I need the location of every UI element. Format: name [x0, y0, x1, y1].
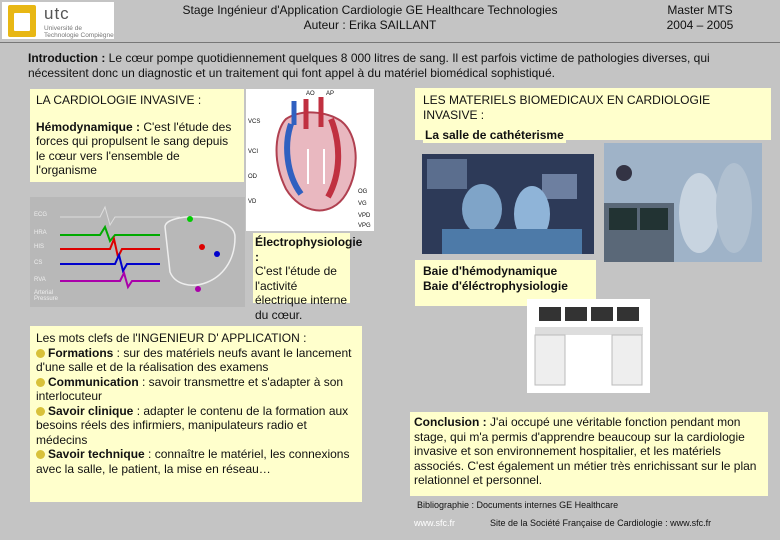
ecg-label: HIS — [34, 244, 45, 250]
ecg-label: ECG — [34, 212, 48, 218]
hemo-text: C'est l'étude des forces qui propulsent le sang depuis le cœur vers l'ensemble de l'organisme — [36, 119, 232, 177]
heart-label: VD — [248, 199, 257, 205]
heart-label: VG — [358, 201, 367, 207]
sfc-reference: Site de la Société Française de Cardiologie : www.sfc.fr — [490, 518, 712, 528]
cath-lab-label: La salle de cathéterisme — [425, 128, 564, 142]
heart-label: VCI — [248, 149, 259, 155]
header-divider — [0, 42, 780, 43]
keyword-label: Communication — [48, 374, 139, 389]
keywords-title: Les mots clefs de l'INGENIEUR D' APPLICATION : — [36, 331, 307, 345]
flower-bullet-icon — [36, 349, 45, 358]
keyword-text: : adapter le contenu de la formation aux besoins réels des infirmiers, manipulateurs radio et médecins — [36, 403, 349, 447]
flower-bullet-icon — [36, 450, 45, 459]
cath-lab-photo-svg — [422, 154, 594, 254]
keyword-item — [36, 447, 356, 476]
keyword-item — [36, 346, 356, 375]
conclusion-box — [410, 412, 768, 496]
flower-bullet-icon — [36, 407, 45, 416]
heart-label: VCS — [248, 119, 261, 125]
heart-label: OG — [358, 189, 368, 195]
intro-text: Le cœur pompe quotidiennement quelques 8 000 litres de sang. Il est parfois victime de pathologies diverses, qui nécessitent donc un diagnostic et un traitement qui font appel à du matériel biomédical sophistiqué. — [28, 51, 710, 80]
ecg-label: Arterial Pressure — [34, 290, 59, 302]
hemodynamics-box — [30, 89, 244, 182]
heart-label: VPD — [358, 213, 371, 219]
utc-logo-mark — [8, 5, 36, 37]
bibliography: Bibliographie : Documents internes GE Healthcare — [417, 500, 619, 510]
keyword-item — [36, 404, 356, 448]
introduction — [28, 51, 758, 81]
logo-subtitle: Université de Technologie Compiègne — [44, 25, 114, 39]
keyword-label: Savoir clinique — [48, 403, 134, 418]
ecg-label: RVA — [34, 277, 46, 283]
cardiology-title: LA CARDIOLOGIE INVASIVE : — [36, 93, 202, 107]
hemo-label: Hémodynamique : — [36, 119, 141, 134]
electro-label: Électrophysiologie : — [255, 235, 363, 264]
ecg-traces-svg — [30, 197, 245, 307]
baie-electro: Baie d'éléctrophysiologie — [423, 278, 568, 293]
heart-label: AP — [326, 91, 335, 97]
title-line-2: Auteur : Erika SAILLANT — [303, 18, 437, 32]
control-room-photo-svg — [604, 143, 762, 262]
materials-title: LES MATERIELS BIOMEDICAUX EN CARDIOLOGIE INVASIVE : — [423, 93, 711, 122]
heart-label: VPG — [358, 223, 371, 229]
hemodynamics-def — [36, 120, 238, 178]
sfc-link[interactable]: www.sfc.fr — [414, 518, 456, 528]
baie-hemo: Baie d'hémodynamique — [423, 264, 558, 278]
control-room-photo — [604, 143, 762, 262]
title-line-1: Stage Ingénieur d'Application Cardiologie GE Healthcare Technologies — [182, 3, 558, 17]
logo-brand: utc — [44, 4, 70, 23]
degree: Master MTS — [667, 3, 733, 17]
degree-info — [640, 3, 760, 33]
heart-label: OD — [248, 174, 257, 180]
ecg-label: HRA — [34, 230, 47, 236]
keyword-item — [36, 375, 356, 404]
utc-logo — [2, 2, 114, 39]
keyword-label: Formations — [48, 345, 114, 360]
electro-text: C'est l'étude de l'activité électrique interne du cœur. — [255, 264, 348, 322]
poster-title — [170, 3, 570, 33]
intro-label: Introduction : — [28, 51, 106, 65]
keyword-label: Savoir technique — [48, 447, 145, 461]
electrophysiology-tracings — [30, 197, 245, 307]
electrophysiology-box — [253, 233, 363, 322]
keyword-text: : savoir transmettre et s'adapter à son interlocuteur — [36, 374, 344, 403]
heart-diagram-svg — [246, 89, 374, 231]
equipment-photo-svg — [527, 299, 650, 393]
conclusion-text: J'ai occupé une véritable fonction pendant mon stage, qui m'a permis d'apprendre beaucoup sur la cardiologie invasive et son environnement hospitalier, et les matériels associés. C'est également un métier très enrichissant sur le plan relationnel et personnel. — [414, 415, 757, 487]
equipment-photo — [527, 299, 650, 393]
keyword-text: : connaître le matériel, les connexions avec la salle, le patient, la mise en réseau… — [36, 447, 350, 476]
keywords-box — [30, 326, 362, 502]
years: 2004 – 2005 — [666, 18, 734, 32]
conclusion-label: Conclusion : — [414, 415, 487, 429]
cath-lab-photo — [422, 154, 594, 254]
ecg-label: CS — [34, 260, 43, 266]
heart-label: AO — [306, 91, 315, 97]
heart-diagram — [246, 89, 374, 231]
keyword-text: : sur des matériels neufs avant le lancement d'une salle et de la réalisation des examens — [36, 345, 352, 374]
flower-bullet-icon — [36, 378, 45, 387]
